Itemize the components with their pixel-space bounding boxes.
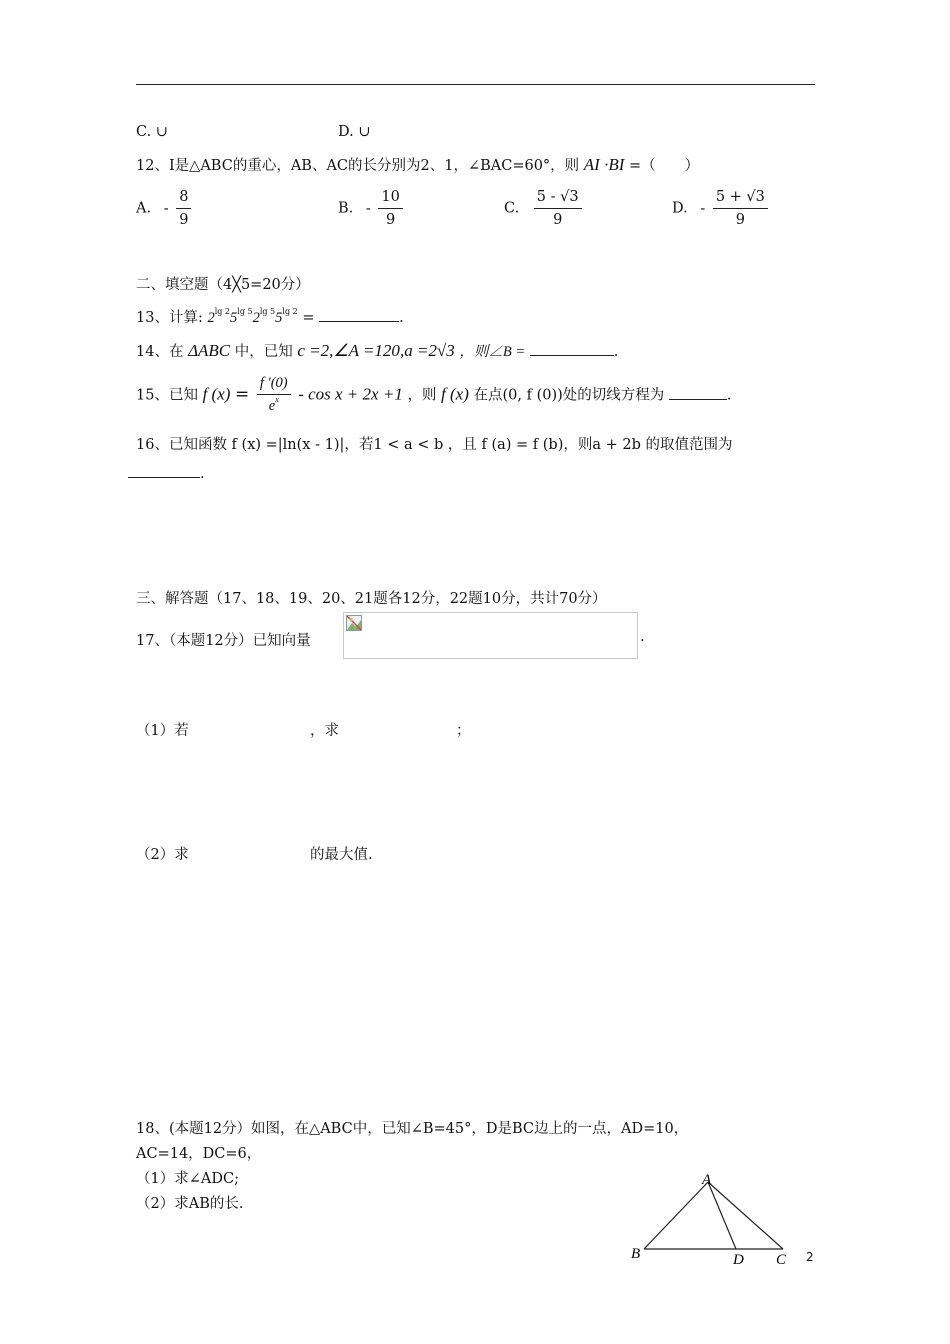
q18-line2: AC=14，DC=6，: [136, 1146, 262, 1162]
segment-ad: [708, 1182, 736, 1249]
q17-stem: 17、（本题12分）已知向量: [136, 633, 311, 649]
base: 2: [252, 310, 260, 326]
denominator: 9: [735, 212, 745, 228]
vertex-label-b: B: [631, 1246, 641, 1262]
header-rule: [136, 84, 815, 85]
q12-option-b: [338, 188, 406, 229]
section-3-title: 三、解答题（17、18、19、20、21题各12分，22题10分，共计70分）: [136, 591, 607, 607]
q17-stem-end: .: [640, 629, 645, 645]
numerator: f ′(0): [257, 374, 291, 395]
period: .: [613, 344, 619, 360]
option-sign: -: [700, 200, 706, 217]
section-2-title: 二、填空题（4╳5=20分）: [136, 277, 310, 293]
broken-image-icon: [346, 615, 362, 631]
denominator: 9: [553, 212, 563, 228]
base: 5: [230, 310, 238, 326]
triangle-figure: [620, 1170, 800, 1270]
period: .: [399, 310, 404, 326]
q11-option-c: C. ∪: [136, 124, 168, 140]
base: 2: [207, 310, 215, 326]
q17-part2-end: 的最大值.: [310, 847, 373, 863]
exponent: lg 5: [259, 307, 276, 316]
q17-part1-prefix: （1）若: [136, 723, 189, 739]
period: .: [726, 387, 732, 404]
exponent: lg 2: [214, 307, 231, 316]
numerator: 5 - √3: [534, 188, 582, 209]
numerator: 10: [378, 188, 402, 209]
q14-ask: ，则∠B =: [459, 344, 526, 360]
vertex-label-c: C: [776, 1252, 787, 1268]
base-e: e: [268, 398, 276, 414]
equals-sign: =: [302, 310, 315, 326]
q11-option-d: D. ∪: [338, 124, 371, 140]
q14-condition: c =2,∠A =120: [297, 341, 400, 360]
option-label: C.: [504, 200, 520, 217]
q15-expression: - cos x + 2x +1: [298, 384, 403, 404]
fraction: [713, 188, 768, 229]
equals-sign: =: [235, 384, 250, 405]
function-f: f (x): [202, 384, 231, 404]
page-number: 2: [806, 1250, 814, 1264]
answer-blank[interactable]: [669, 385, 727, 400]
denominator: 9: [386, 212, 396, 228]
q17-part1-mid: ，求: [310, 723, 339, 739]
exponent: lg 5: [237, 307, 253, 316]
q18-line1: 18、(本题12分）如图，在△ABC中，已知∠B=45°，D是BC边上的一点，AD=10，: [136, 1121, 689, 1137]
fraction: [257, 374, 291, 417]
option-label: A.: [136, 200, 152, 217]
answer-blank[interactable]: [319, 307, 399, 322]
fraction: [176, 188, 191, 229]
q14-mid: 中，已知: [234, 344, 293, 360]
q17-part1-end: ；: [456, 723, 471, 739]
q14-condition-2: ,a =2√3: [399, 341, 455, 360]
q16-answer-line: [128, 463, 205, 482]
period: .: [200, 466, 205, 482]
q18-part2: （2）求AB的长.: [136, 1196, 244, 1212]
numerator: 8: [176, 188, 191, 209]
q13-prefix: 13、计算:: [136, 310, 203, 326]
broken-image-placeholder: [343, 612, 638, 659]
option-label: D.: [672, 200, 688, 217]
q12-stem-text: 12、I是△ABC的重心，AB、AC的长分别为2、1，∠BAC=60°，则: [136, 158, 580, 174]
fraction: [378, 188, 402, 229]
numerator: 5 + √3: [713, 188, 768, 209]
fraction: [534, 188, 582, 229]
q12-stem-tail: =（ ）: [629, 158, 700, 174]
q12-option-d: [672, 188, 771, 229]
q14-prefix: 14、在: [136, 344, 184, 360]
q15: [136, 374, 732, 417]
exponent: x: [275, 395, 279, 404]
q14: [136, 340, 618, 361]
answer-blank[interactable]: [530, 341, 614, 356]
q17-part2-prefix: （2）求: [136, 847, 189, 863]
base: 5: [275, 310, 283, 326]
answer-blank[interactable]: [128, 463, 200, 478]
q12-option-c: [504, 188, 585, 229]
function-f: f (x): [441, 384, 469, 404]
vertex-label-d: D: [733, 1252, 744, 1268]
q16: 16、已知函数 f (x) =|ln(x - 1)|，若1 < a < b ，且 f (a) = f (b)，则a + 2b 的取值范围为: [136, 437, 733, 453]
q18-part1: （1）求∠ADC;: [136, 1171, 239, 1187]
option-label: B.: [338, 200, 354, 217]
denominator: [269, 395, 279, 417]
vertex-label-a: A: [702, 1172, 712, 1188]
triangle-symbol: ΔABC: [188, 341, 231, 360]
option-sign: -: [163, 200, 169, 217]
q15-tangent-text: 在点(0, f (0))处的切线方程为: [473, 387, 665, 404]
exponent: lg 2: [282, 307, 298, 316]
q15-prefix: 15、已知: [136, 387, 198, 404]
q12-option-a: [136, 188, 194, 229]
q12-vector-expr: AI ·BI: [583, 155, 625, 174]
side-ac: [708, 1182, 783, 1249]
denominator: 9: [179, 212, 189, 228]
q12-stem: [136, 154, 699, 175]
q15-mid: ，则: [407, 387, 437, 404]
option-sign: -: [365, 200, 371, 217]
q13: [136, 306, 404, 327]
side-ab: [644, 1182, 708, 1249]
